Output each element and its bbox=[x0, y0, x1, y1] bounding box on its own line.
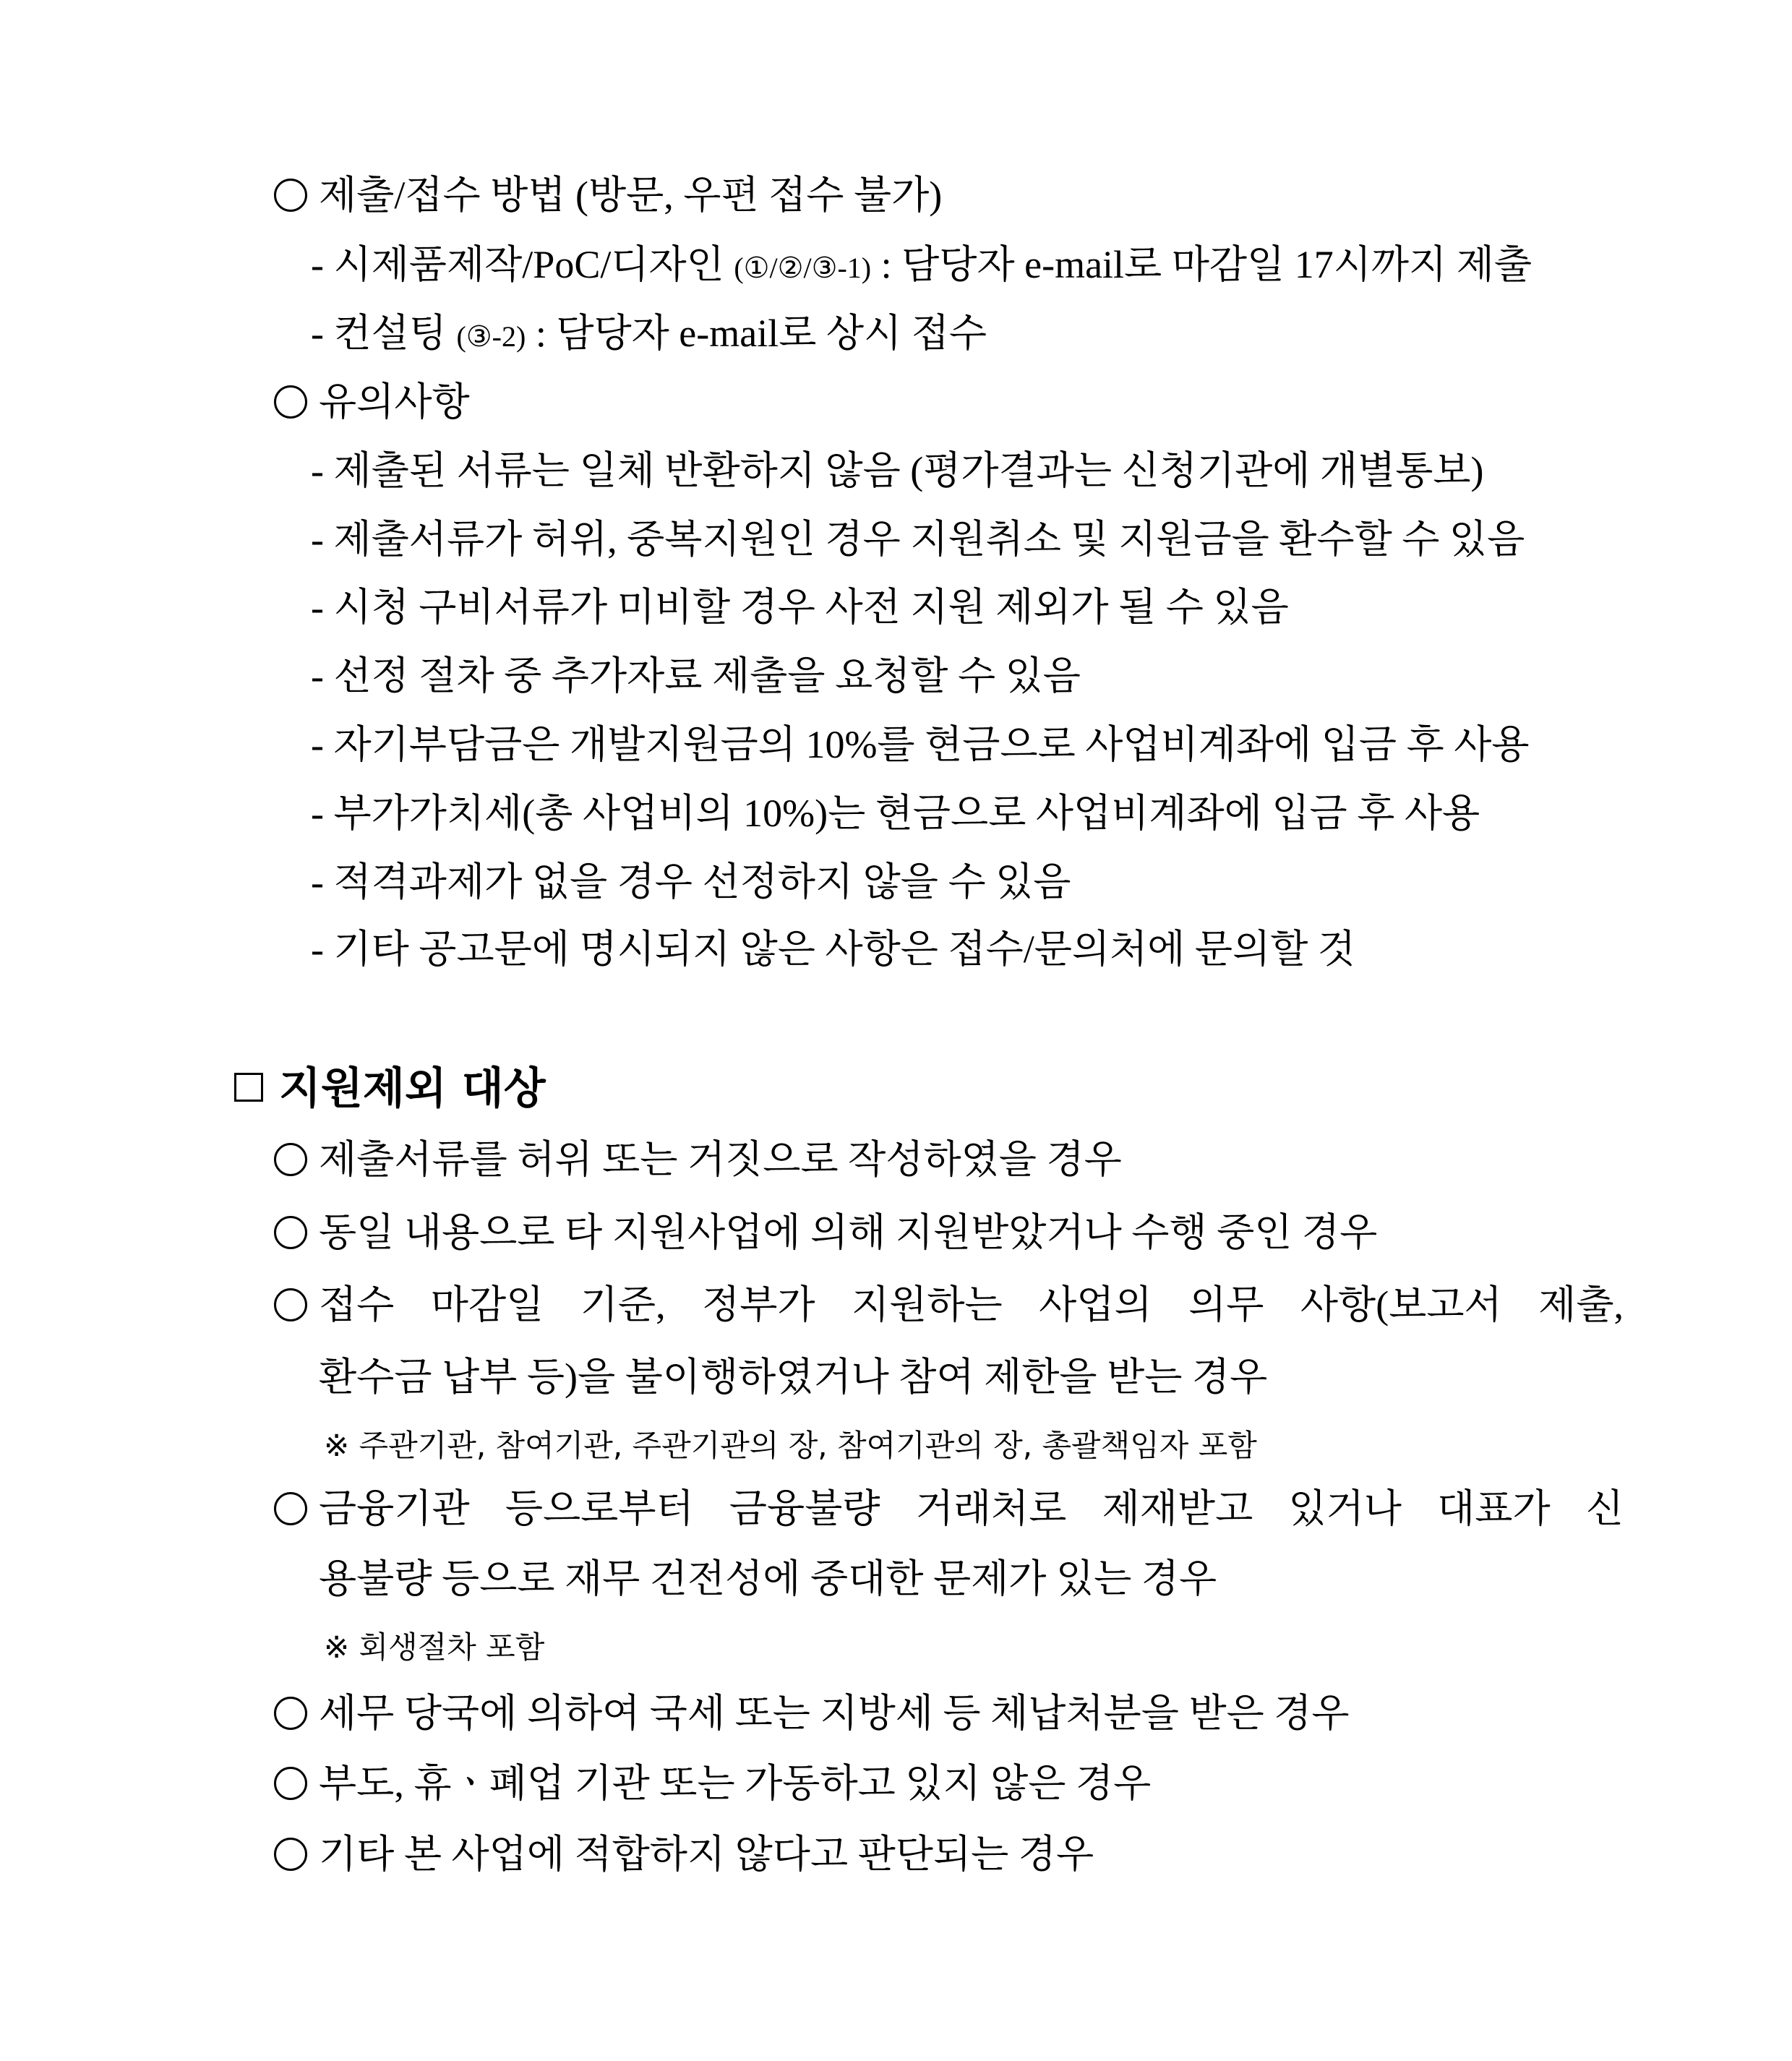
submission-method-title: 제출/접수 방법 (방문, 우편 접수 불가) bbox=[319, 173, 943, 217]
exclusion-title: 지원제외 대상 bbox=[279, 1063, 546, 1114]
exclusion-text: 부도, 휴ㆍ폐업 기관 또는 가동하고 있지 않은 경우 bbox=[319, 1762, 1152, 1805]
exclusion-item bbox=[274, 1280, 1624, 1330]
note-item: - 적격과제가 없을 경우 선정하지 않을 수 있음 bbox=[311, 860, 1071, 904]
exclusion-text: 동일 내용으로 타 지원사업에 의해 지원받았거나 수행 중인 경우 bbox=[319, 1211, 1378, 1254]
note-text: 제출서류가 허위, 중복지원인 경우 지원취소 및 지원금을 환수할 수 있음 bbox=[333, 518, 1525, 561]
submission-item: - 시제품제작/PoC/디자인 (①/②/③-1) : 담당자 e-mail로 마감일 17시까지 제출 bbox=[311, 243, 1532, 286]
item-code: (①/②/③-1) bbox=[734, 252, 872, 284]
square-bullet-icon bbox=[234, 1073, 263, 1102]
circle-bullet-icon bbox=[274, 1767, 307, 1800]
circle-bullet-icon bbox=[274, 1143, 307, 1176]
note-item: - 기타 공고문에 명시되지 않은 사항은 접수/문의처에 문의할 것 bbox=[311, 927, 1356, 971]
exclusion-text: 금융기관 등으로부터 금융불량 거래처로 제재받고 있거나 대표가 신 bbox=[319, 1487, 1624, 1530]
exclusion-text: 제출서류를 허위 또는 거짓으로 작성하였을 경우 bbox=[319, 1138, 1122, 1181]
submission-item: - 컨설팅 (③-2) : 담당자 e-mail로 상시 접수 bbox=[311, 312, 987, 355]
note-text: 적격과제가 없을 경우 선정하지 않을 수 있음 bbox=[333, 860, 1071, 904]
item-label: 컨설팅 bbox=[333, 312, 447, 355]
note-text: 시청 구비서류가 미비할 경우 사전 지원 제외가 될 수 있음 bbox=[333, 586, 1289, 629]
note-item: - 선정 절차 중 추가자료 제출을 요청할 수 있음 bbox=[311, 654, 1081, 698]
note-item: - 제출서류가 허위, 중복지원인 경우 지원취소 및 지원금을 환수할 수 있음 bbox=[311, 518, 1525, 561]
circle-bullet-icon bbox=[274, 1697, 307, 1730]
note-item: - 부가가치세(총 사업비의 10%)는 현금으로 사업비계좌에 입금 후 사용 bbox=[311, 792, 1480, 835]
exclusion-footnote: ※ 회생절차 포함 bbox=[324, 1629, 545, 1665]
note-item: - 제출된 서류는 일체 반환하지 않음 (평가결과는 신청기관에 개별통보) bbox=[311, 449, 1484, 492]
note-text: 선정 절차 중 추가자료 제출을 요청할 수 있음 bbox=[333, 654, 1081, 698]
circle-bullet-icon bbox=[274, 385, 307, 419]
circle-bullet-icon bbox=[274, 1288, 307, 1321]
exclusion-item bbox=[274, 1483, 1624, 1534]
note-item: - 자기부담금은 개발지원금의 10%를 현금으로 사업비계좌에 입금 후 사용 bbox=[311, 723, 1530, 766]
exclusion-text-continued: 환수금 납부 등)을 불이행하였거나 참여 제한을 받는 경우 bbox=[319, 1355, 1268, 1399]
exclusion-text: 기타 본 사업에 적합하지 않다고 판단되는 경우 bbox=[319, 1833, 1094, 1876]
exclusion-text: 세무 당국에 의하여 국세 또는 지방세 등 체납처분을 받은 경우 bbox=[319, 1692, 1350, 1735]
note-item: - 시청 구비서류가 미비할 경우 사전 지원 제외가 될 수 있음 bbox=[311, 586, 1289, 629]
note-text: 부가가치세(총 사업비의 10%)는 현금으로 사업비계좌에 입금 후 사용 bbox=[333, 792, 1480, 835]
circle-bullet-icon bbox=[274, 1838, 307, 1871]
item-text: : 담당자 e-mail로 상시 접수 bbox=[535, 312, 987, 355]
exclusion-footnote: ※ 주관기관, 참여기관, 주관기관의 장, 참여기관의 장, 총괄책임자 포함 bbox=[324, 1428, 1257, 1463]
note-text: 자기부담금은 개발지원금의 10%를 현금으로 사업비계좌에 입금 후 사용 bbox=[333, 723, 1530, 766]
note-text: 기타 공고문에 명시되지 않은 사항은 접수/문의처에 문의할 것 bbox=[333, 927, 1356, 971]
exclusion-text-continued: 용불량 등으로 재무 건전성에 중대한 문제가 있는 경우 bbox=[319, 1557, 1217, 1601]
item-code: (③-2) bbox=[456, 320, 526, 353]
exclusion-text: 접수 마감일 기준, 정부가 지원하는 사업의 의무 사항(보고서 제출, bbox=[319, 1283, 1624, 1327]
circle-bullet-icon bbox=[274, 1216, 307, 1249]
notes-title: 유의사항 bbox=[319, 380, 470, 424]
circle-bullet-icon bbox=[274, 1492, 307, 1525]
item-label: 시제품제작/PoC/디자인 bbox=[333, 243, 724, 286]
circle-bullet-icon bbox=[274, 179, 307, 212]
note-text: 제출된 서류는 일체 반환하지 않음 (평가결과는 신청기관에 개별통보) bbox=[333, 449, 1484, 492]
item-text: : 담당자 e-mail로 마감일 17시까지 제출 bbox=[880, 243, 1532, 286]
